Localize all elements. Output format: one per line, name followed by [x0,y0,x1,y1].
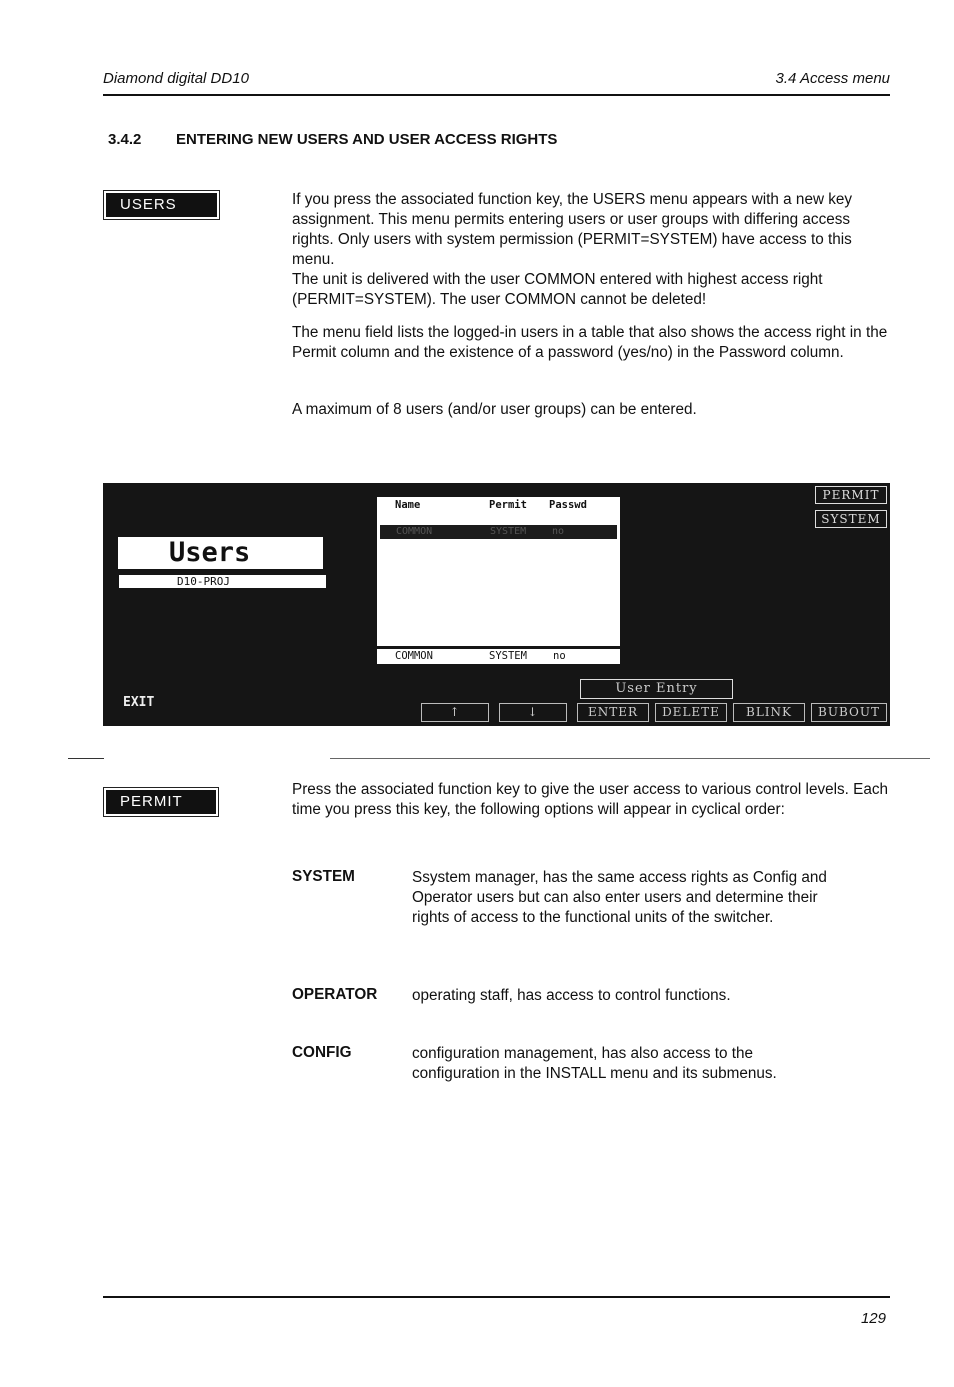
intro-paragraph-2: The unit is delivered with the user COMMON entered with highest access right (PERMIT=SYSTEM). The user COMMON cannot be deleted! [292,271,823,308]
header-section: 3.4 Access menu [775,70,890,87]
users-table [377,497,620,664]
project-name: D10-PROJ [119,575,326,588]
users-key-label: USERS [106,193,217,217]
entry-permit: SYSTEM [489,650,527,662]
blink-key[interactable]: BLINK [733,703,805,722]
col-password: Passwd [549,499,587,511]
intro-paragraph-1: If you press the associated function key, the USERS menu appears with a new key assignment. This menu permits entering users or user groups with differing access rights. Only users with system permission (PERMIT=SYSTEM) have access to this menu. [292,191,853,268]
permit-key-label: PERMIT [106,790,216,814]
section-title: ENTERING NEW USERS AND USER ACCESS RIGHTS [176,131,558,148]
table-header [377,498,620,512]
col-permit: Permit [489,499,527,511]
users-key [103,190,220,220]
option-def-system: Ssystem manager, has the same access rights as Config and Operator users but can also enter users and determine their rights of access to the functional units of the switcher. [412,869,827,926]
down-arrow-key[interactable]: ↓ [499,703,567,722]
entry-name: COMMON [395,650,433,662]
bubout-key[interactable]: BUBOUT [811,703,887,722]
table-row-selected[interactable] [380,525,617,539]
users-menu-screenshot [103,483,890,726]
intro-paragraph-3: The menu field lists the logged-in users in a table that also shows the access right in the Permit column and the existence of a password (yes/no) in the Password column. [292,324,888,361]
option-def-config: configuration management, has also access to the configuration in the INSTALL menu and its submenus. [412,1045,777,1082]
delete-key[interactable]: DELETE [655,703,727,722]
intro-text [292,190,892,420]
option-def-operator: operating staff, has access to control functions. [412,987,731,1004]
separator-left [68,758,104,759]
up-arrow-key[interactable]: ↑ [421,703,489,722]
option-term-operator: OPERATOR [292,986,378,1003]
permit-key [103,787,219,817]
page-number: 129 [860,1310,886,1327]
col-name: Name [395,499,421,511]
permit-side-key[interactable]: PERMIT [815,486,887,504]
user-entry-label: User Entry [580,679,733,699]
permit-description [292,780,892,820]
cell-password: no [552,526,565,537]
screen-title: Users [169,537,251,568]
entry-row[interactable] [377,647,620,664]
enter-key[interactable]: ENTER [577,703,649,722]
permit-paragraph: Press the associated function key to give the user access to various control levels. Each time you press this key, the following options will appear in cyclical order: [292,781,889,818]
header-title: Diamond digital DD10 [103,70,249,87]
entry-password: no [553,650,566,662]
footer-rule [103,1296,890,1298]
system-side-key[interactable]: SYSTEM [815,510,887,528]
cell-permit: SYSTEM [490,526,527,537]
separator-right [330,758,930,759]
option-term-config: CONFIG [292,1044,352,1061]
table-divider [377,646,620,649]
header-rule [103,94,890,96]
exit-button[interactable]: EXIT [123,695,155,710]
cell-name: COMMON [396,526,433,537]
section-number: 3.4.2 [108,131,142,148]
option-term-system: SYSTEM [292,868,355,885]
section-heading [108,131,557,148]
intro-paragraph-4: A maximum of 8 users (and/or user groups) can be entered. [292,401,697,418]
